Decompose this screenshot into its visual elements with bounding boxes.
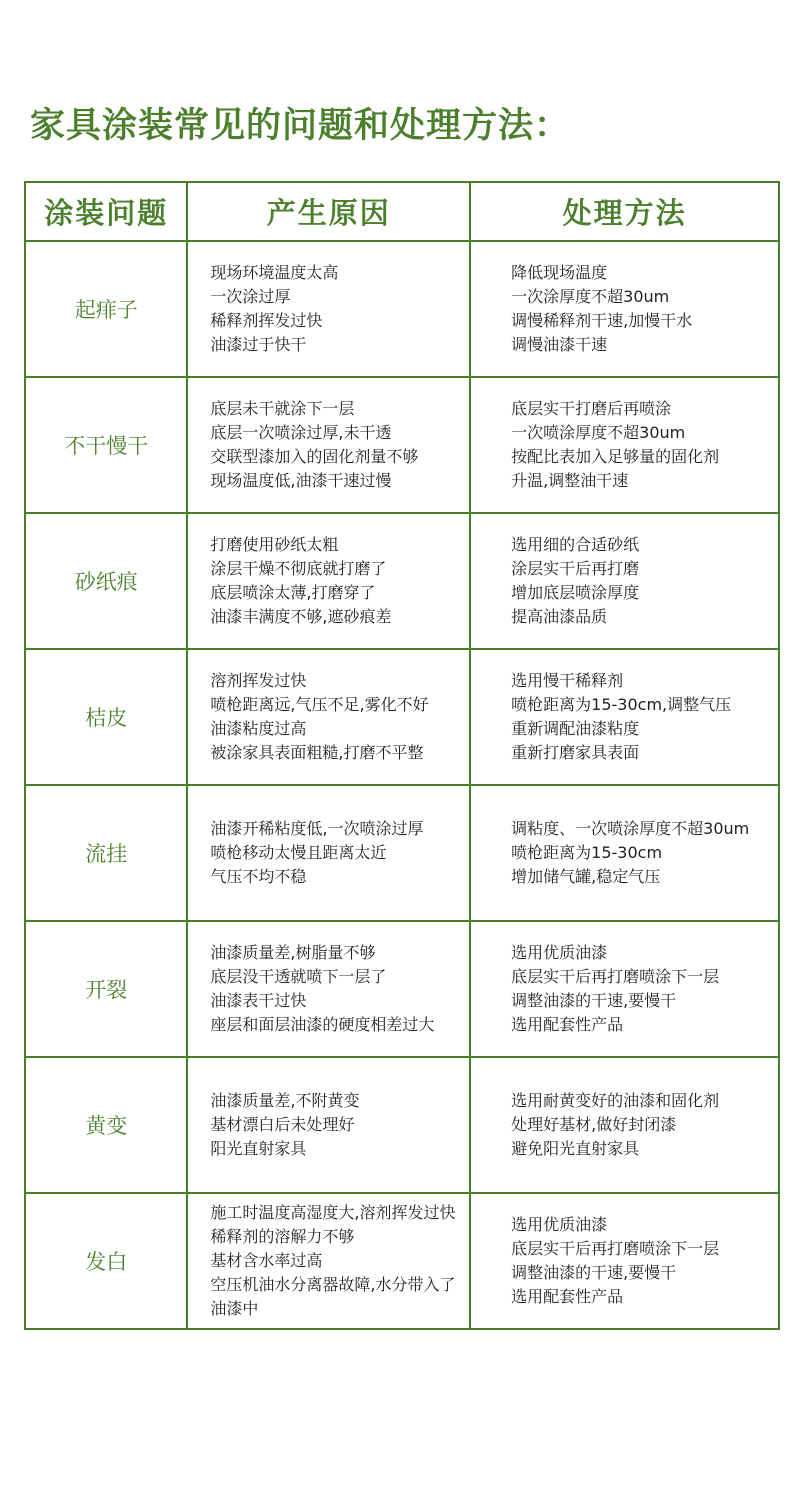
- solution-line: 增加底层喷涂厚度: [511, 583, 640, 602]
- cause-line: 油漆质量差,不附黄变: [210, 1091, 360, 1110]
- solution-line: 升温,调整油干速: [511, 471, 629, 490]
- cause-line: 油漆开稀粘度低,一次喷涂过厚: [210, 819, 424, 838]
- solution-line: 调慢稀释剂干速,加慢干水: [511, 311, 693, 330]
- cause-line: 现场温度低,油漆干速过慢: [210, 471, 392, 490]
- solution-line: 降低现场温度: [511, 263, 608, 282]
- cause-cell: [187, 1193, 470, 1329]
- cause-line: 油漆粘度过高: [210, 719, 307, 738]
- solution-line: 调慢油漆干速: [511, 335, 608, 354]
- solution-line: 选用配套性产品: [511, 1287, 624, 1306]
- cause-line: 气压不均不稳: [210, 867, 307, 886]
- cause-line: 油漆丰满度不够,遮砂痕差: [210, 607, 392, 626]
- cause-line: 打磨使用砂纸太粗: [210, 535, 339, 554]
- cause-line: 一次涂过厚: [210, 287, 291, 306]
- cause-cell: [187, 921, 470, 1057]
- problem-cell: 桔皮: [25, 649, 187, 785]
- solution-line: 调整油漆的干速,要慢干: [511, 1263, 677, 1282]
- cause-line: 涂层干燥不彻底就打磨了: [210, 559, 387, 578]
- cause-line: 油漆过于快干: [210, 335, 307, 354]
- table-row: [25, 1057, 779, 1193]
- cause-cell: [187, 513, 470, 649]
- cause-line: 喷枪距离远,气压不足,雾化不好: [210, 695, 429, 714]
- problem-cell: 砂纸痕: [25, 513, 187, 649]
- problem-cell: 黄变: [25, 1057, 187, 1193]
- problem-cell: 流挂: [25, 785, 187, 921]
- solution-line: 重新打磨家具表面: [511, 743, 640, 762]
- solution-line: 按配比表加入足够量的固化剂: [511, 447, 720, 466]
- table-row: [25, 377, 779, 513]
- solution-line: 底层实干后再打磨喷涂下一层: [511, 1239, 720, 1258]
- solution-line: 增加储气罐,稳定气压: [511, 867, 661, 886]
- table-row: [25, 649, 779, 785]
- solution-line: 处理好基材,做好封闭漆: [511, 1115, 677, 1134]
- problems-table: [24, 181, 780, 1330]
- solution-line: 喷枪距离为15-30cm: [511, 843, 663, 862]
- cause-line: 基材漂白后未处理好: [210, 1115, 355, 1134]
- problem-cell: 开裂: [25, 921, 187, 1057]
- cause-cell: [187, 377, 470, 513]
- cause-line: 溶剂挥发过快: [210, 671, 307, 690]
- header-cause: 产生原因: [187, 182, 470, 241]
- solution-line: 选用耐黄变好的油漆和固化剂: [511, 1091, 720, 1110]
- solution-line: 一次喷涂厚度不超30um: [511, 423, 686, 442]
- header-problem: 涂装问题: [25, 182, 187, 241]
- cause-cell: [187, 1057, 470, 1193]
- solution-line: 一次涂厚度不超30um: [511, 287, 670, 306]
- solution-line: 选用优质油漆: [511, 1215, 608, 1234]
- solution-cell: [470, 241, 779, 377]
- solution-line: 选用细的合适砂纸: [511, 535, 640, 554]
- cause-line: 基材含水率过高: [210, 1251, 323, 1270]
- cause-line: 底层没干透就喷下一层了: [210, 967, 387, 986]
- solution-line: 喷枪距离为15-30cm,调整气压: [511, 695, 732, 714]
- table-row: [25, 241, 779, 377]
- solution-cell: [470, 785, 779, 921]
- cause-line: 交联型漆加入的固化剂量不够: [210, 447, 419, 466]
- solution-cell: [470, 513, 779, 649]
- solution-cell: [470, 1057, 779, 1193]
- solution-line: 选用慢干稀释剂: [511, 671, 624, 690]
- solution-line: 底层实干后再打磨喷涂下一层: [511, 967, 720, 986]
- solution-line: 底层实干打磨后再喷涂: [511, 399, 672, 418]
- solution-line: 涂层实干后再打磨: [511, 559, 640, 578]
- cause-line: 稀释剂挥发过快: [210, 311, 323, 330]
- table-row: [25, 785, 779, 921]
- solution-cell: [470, 377, 779, 513]
- table-row: [25, 921, 779, 1057]
- cause-line: 阳光直射家具: [210, 1139, 307, 1158]
- problem-cell: 起痱子: [25, 241, 187, 377]
- cause-line: 油漆质量差,树脂量不够: [210, 943, 376, 962]
- cause-line: 底层未干就涂下一层: [210, 399, 355, 418]
- cause-line: 油漆表干过快: [210, 991, 307, 1010]
- solution-cell: [470, 1193, 779, 1329]
- problem-cell: 不干慢干: [25, 377, 187, 513]
- solution-line: 调粘度、一次喷涂厚度不超30um: [511, 819, 750, 838]
- table-row: [25, 1193, 779, 1329]
- solution-line: 选用配套性产品: [511, 1015, 624, 1034]
- cause-line: 底层一次喷涂过厚,未干透: [210, 423, 392, 442]
- cause-cell: [187, 785, 470, 921]
- page-title: 家具涂装常见的问题和处理方法：: [30, 106, 571, 146]
- cause-line: 被涂家具表面粗糙,打磨不平整: [210, 743, 424, 762]
- solution-line: 提高油漆品质: [511, 607, 608, 626]
- problem-cell: 发白: [25, 1193, 187, 1329]
- solution-cell: [470, 649, 779, 785]
- cause-line: 稀释剂的溶解力不够: [210, 1227, 355, 1246]
- table-body: [25, 241, 779, 1329]
- cause-line: 底层喷涂太薄,打磨穿了: [210, 583, 376, 602]
- solution-line: 避免阳光直射家具: [511, 1139, 640, 1158]
- cause-line: 座层和面层油漆的硬度相差过大: [210, 1015, 435, 1034]
- cause-line: 油漆中: [210, 1299, 259, 1318]
- solution-cell: [470, 921, 779, 1057]
- solution-line: 选用优质油漆: [511, 943, 608, 962]
- table-row: [25, 513, 779, 649]
- table-header-row: [25, 182, 779, 241]
- cause-cell: [187, 649, 470, 785]
- cause-line: 喷枪移动太慢且距离太近: [210, 843, 387, 862]
- cause-line: 施工时温度高湿度大,溶剂挥发过快: [210, 1203, 456, 1222]
- cause-line: 现场环境温度太高: [210, 263, 339, 282]
- cause-line: 空压机油水分离器故障,水分带入了: [210, 1275, 456, 1294]
- header-solution: 处理方法: [470, 182, 779, 241]
- cause-cell: [187, 241, 470, 377]
- solution-line: 重新调配油漆粘度: [511, 719, 640, 738]
- solution-line: 调整油漆的干速,要慢干: [511, 991, 677, 1010]
